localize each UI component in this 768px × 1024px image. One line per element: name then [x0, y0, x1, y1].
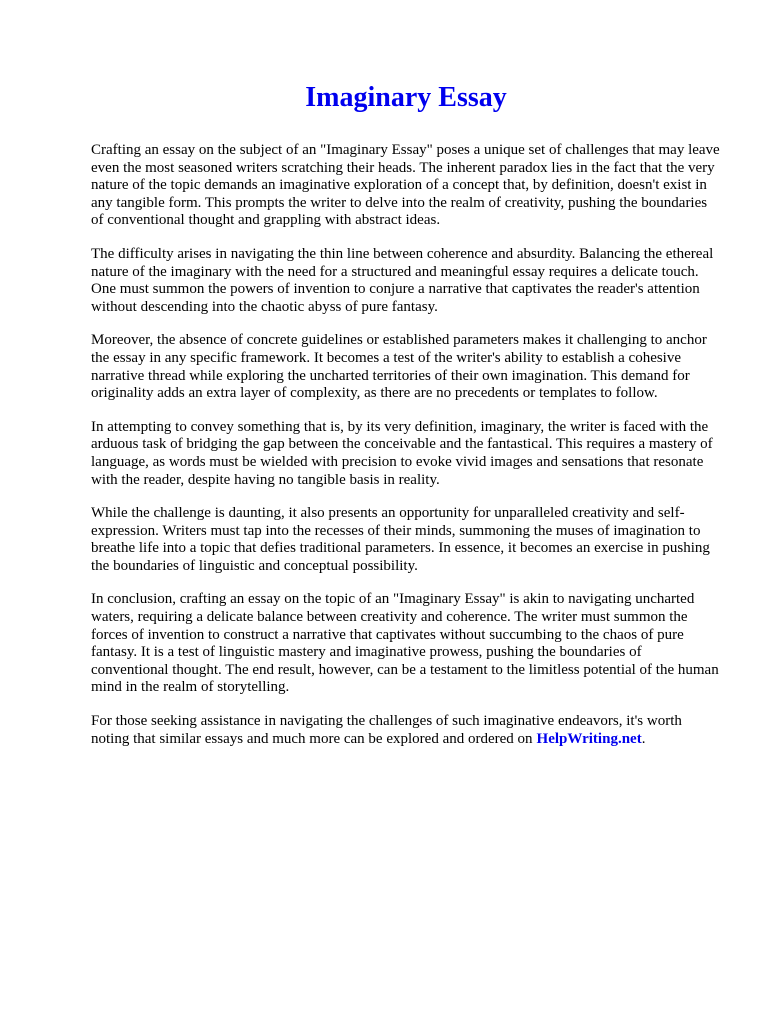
paragraph-6: In conclusion, crafting an essay on the topic of an "Imaginary Essay" is akin to navigating uncharted waters, requiring a delicate balance between creativity and coherence. The writer must summon the forces of invention to construct a narrative that captivates without succumbing to the chaos of pure fantasy. It is a test of linguistic mastery and imaginative prowess, pushing the boundaries of conventional thought. The end result, however, can be a testament to the limitless potential of the human mind in the realm of storytelling. [91, 591, 719, 696]
helpwriting-link[interactable]: HelpWriting.net [536, 730, 642, 747]
paragraph-4: In attempting to convey something that is, by its very definition, imaginary, the writer is faced with the arduous task of bridging the gap between the conceivable and the fantastical. This requires a mastery of language, as words must be wielded with precision to evoke vivid images and sensations that resonate with the reader, despite having no tangible basis in reality. [91, 418, 713, 488]
page-title: Imaginary Essay [305, 82, 507, 113]
paragraph-3: Moreover, the absence of concrete guidelines or established parameters makes it challenging to anchor the essay in any specific framework. It becomes a test of the writer's ability to establish a cohesive narrative thread while exploring the uncharted territories of their own imagination. This demand for originality adds an extra layer of complexity, as there are no precedents or templates to follow. [91, 332, 707, 402]
final-paragraph-text: For those seeking assistance in navigating the challenges of such imaginative endeavors, it's worth noting that similar essays and much more can be explored and ordered on [91, 713, 682, 747]
paragraph-5: While the challenge is daunting, it also presents an opportunity for unparalleled creativity and self-expression. Writers must tap into the recesses of their minds, summoning the muses of imagination to breathe life into a topic that defies traditional parameters. In essence, it becomes an exercise in pushing the boundaries of linguistic and conceptual possibility. [91, 505, 710, 574]
final-paragraph-period: . [641, 730, 646, 747]
paragraph-1: Crafting an essay on the subject of an "Imaginary Essay" poses a unique set of challenges that may leave even the most seasoned writers scratching their heads. The inherent paradox lies in the fact that the very nature of the topic demands an imaginative exploration of a concept that, by definition, doesn't exist in any tangible form. This prompts the writer to delve into the realm of creativity, pushing the boundaries of conventional thought and grappling with abstract ideas. [91, 142, 720, 229]
paragraph-2: The difficulty arises in navigating the thin line between coherence and absurdity. Balancing the ethereal nature of the imaginary with the need for a structured and meaningful essay requires a delicate touch. One must summon the powers of invention to conjure a narrative that captivates the reader's attention without descending into the chaotic abyss of pure fantasy. [91, 245, 714, 315]
document-page [91, 80, 721, 764]
paragraph-7 [91, 713, 721, 748]
